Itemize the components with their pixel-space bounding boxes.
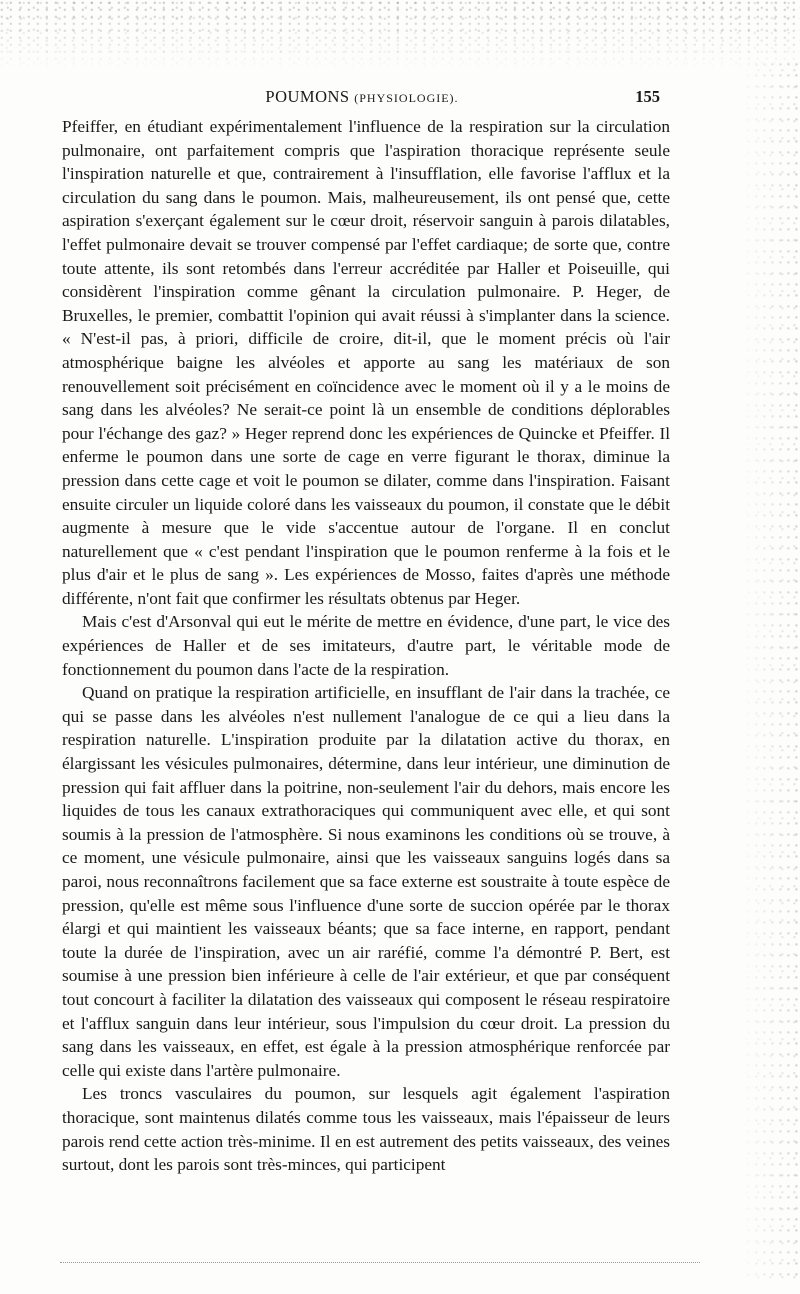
running-head xyxy=(62,87,662,107)
paragraph-3: Quand on pratique la respiration artificielle, en insufflant de l'air dans la trachée, ce qui se passe dans les alvéoles n'est nullement l'analogue de ce qui a lieu dans la respiration naturelle. L'inspiration produite par la dilatation active du thorax, en élargissant les vésicules pulmonaires, détermine, dans leur intérieur, une diminution de pression qui fait affluer dans la poitrine, non-seulement l'air du dehors, mais encore les liquides de tous les canaux extrathoraciques qui communiquent avec elle, et qui sont soumis à la pression de l'atmosphère. Si nous examinons les conditions où se trouve, à ce moment, une vésicule pulmonaire, ainsi que les vaisseaux sanguins logés dans sa paroi, nous reconnaîtrons facilement que sa face externe est soustraite à toute espèce de pression, qu'elle est même sous l'influence d'une sorte de succion opérée par le thorax élargi et qui maintient les vaisseaux béants; que sa face interne, en rapport, pendant toute la durée de l'inspiration, avec un air raréfié, comme l'a démontré P. Bert, est soumise à une pression bien inférieure à celle de l'air extérieur, et que par conséquent tout concourt à faciliter la dilatation des vaisseaux qui composent le réseau respiratoire et l'afflux sanguin dans leur intérieur, sous l'impulsion du cœur droit. La pression du sang dans les vaisseaux, en effet, est égale à la pression atmosphérique renforcée par celle qui existe dans l'artère pulmonaire. xyxy=(62,683,670,1080)
paragraph-1: Pfeiffer, en étudiant expérimentalement l'influence de la respiration sur la circulation pulmonaire, ont parfaitement compris que l'aspiration thoracique représente seule l'inspiration naturelle et que, contrairement à l'insufflation, elle favorise l'afflux et la circulation du sang dans le poumon. Mais, malheureusement, ils ont pensé que, cette aspiration s'exerçant également sur le cœur droit, réservoir sanguin à parois dilatables, l'effet pulmonaire devait se trouver compensé par l'effet cardiaque; de sorte que, contre toute attente, ils sont retombés dans l'erreur accréditée par Haller et Poiseuille, qui considèrent l'inspiration comme gênant la circulation pulmonaire. P. Heger, de Bruxelles, le premier, combattit l'opinion qui avait réussi à s'implanter dans la science. « N'est-il pas, à priori, difficile de croire, dit-il, que le moment précis où l'air atmosphérique baigne les alvéoles et apporte au sang les matériaux de son renouvellement soit précisément en coïncidence avec le moment où il y a le moins de sang dans les alvéoles? Ne serait-ce point là un ensemble de conditions déplorables pour l'échange des gaz? » Heger reprend donc les expériences de Quincke et Pfeiffer. Il enferme le poumon dans une sorte de cage en verre figurant le thorax, diminue la pression dans cette cage et voit le poumon se dilater, comme dans l'inspiration. Faisant ensuite circuler un liquide coloré dans les vaisseaux du poumon, il constate que le débit augmente à mesure que le vide s'accentue autour de l'organe. Il en conclut naturellement que « c'est pendant l'inspiration que le poumon renferme à la fois et le plus d'air et le plus de sang ». Les expériences de Mosso, faites d'après une méthode différente, n'ont fait que confirmer les résultats obtenus par Heger. xyxy=(62,117,670,608)
running-head-title: POUMONS xyxy=(265,87,350,106)
paragraph-4: Les troncs vasculaires du poumon, sur lesquels agit également l'aspiration thoracique, sont maintenus dilatés comme tous les vaisseaux, mais l'épaisseur de leurs parois rend cette action très-minime. Il en est autrement des petits vaisseaux, des veines surtout, dont les parois sont très-minces, qui participent xyxy=(62,1084,670,1175)
scan-noise-right-edge xyxy=(738,60,800,1280)
page-number: 155 xyxy=(635,87,660,106)
scan-noise-top xyxy=(0,0,800,70)
body-text xyxy=(62,115,670,1177)
bottom-dotted-rule xyxy=(60,1262,700,1263)
page-header xyxy=(62,87,662,111)
paragraph-2: Mais c'est d'Arsonval qui eut le mérite de mettre en évidence, d'une part, le vice des expériences de Haller et de ses imitateurs, d'autre part, le véritable mode de fonctionnement du poumon dans l'acte de la respiration. xyxy=(62,612,670,679)
running-head-subtitle: (PHYSIOLOGIE). xyxy=(354,91,459,105)
